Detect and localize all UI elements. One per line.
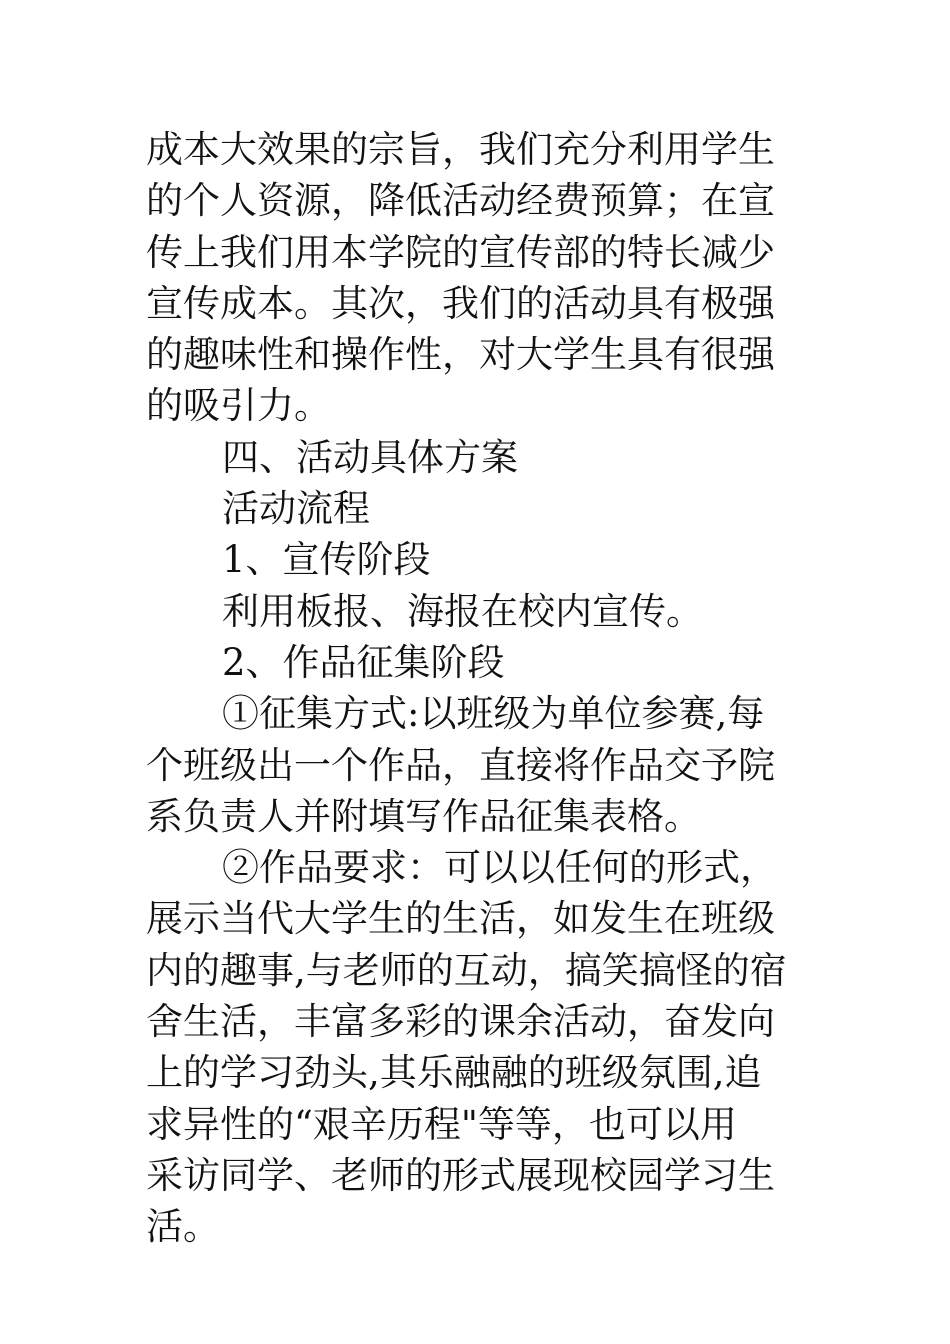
subsection-heading: 活动流程 bbox=[222, 487, 370, 531]
stage-heading: 1、宣传阶段 bbox=[222, 538, 431, 582]
item-line: 采访同学、老师的形式展现校园学习生 bbox=[146, 1153, 775, 1197]
item-line: 展示当代大学生的生活，如发生在班级 bbox=[146, 897, 775, 941]
item-line: 求异性的“艰辛历程"等等，也可以用 bbox=[146, 1102, 737, 1146]
stage-text: 利用板报、海报在校内宣传。 bbox=[222, 589, 703, 633]
item-line: 个班级出一个作品，直接将作品交予院 bbox=[146, 743, 775, 787]
item-line: 活。 bbox=[146, 1205, 220, 1249]
document-body bbox=[146, 124, 810, 1253]
section-heading: 四、活动具体方案 bbox=[222, 435, 518, 479]
item-line: 内的趣事,与老师的互动，搞笑搞怪的宿 bbox=[146, 948, 787, 992]
paragraph-line: 成本大效果的宗旨，我们充分利用学生 bbox=[146, 128, 775, 171]
item-line: ①征集方式:以班级为单位参赛,每 bbox=[222, 692, 765, 736]
item-line: 系负责人并附填写作品征集表格。 bbox=[146, 794, 701, 838]
stage-heading: 2、作品征集阶段 bbox=[222, 640, 505, 684]
paragraph-line: 传上我们用本学院的宣传部的特长减少 bbox=[146, 230, 775, 274]
item-line: ②作品要求：可以以任何的形式， bbox=[222, 846, 777, 890]
paragraph-line: 宣传成本。其次，我们的活动具有极强 bbox=[146, 281, 775, 325]
item-line: 舍生活，丰富多彩的课余活动，奋发向 bbox=[146, 1000, 775, 1044]
paragraph-line: 的趣味性和操作性，对大学生具有很强 bbox=[146, 333, 775, 377]
paragraph-line: 的个人资源，降低活动经费预算；在宣 bbox=[146, 179, 775, 223]
paragraph-line: 的吸引力。 bbox=[146, 384, 331, 428]
item-line: 上的学习劲头,其乐融融的班级氛围,追 bbox=[146, 1051, 762, 1095]
